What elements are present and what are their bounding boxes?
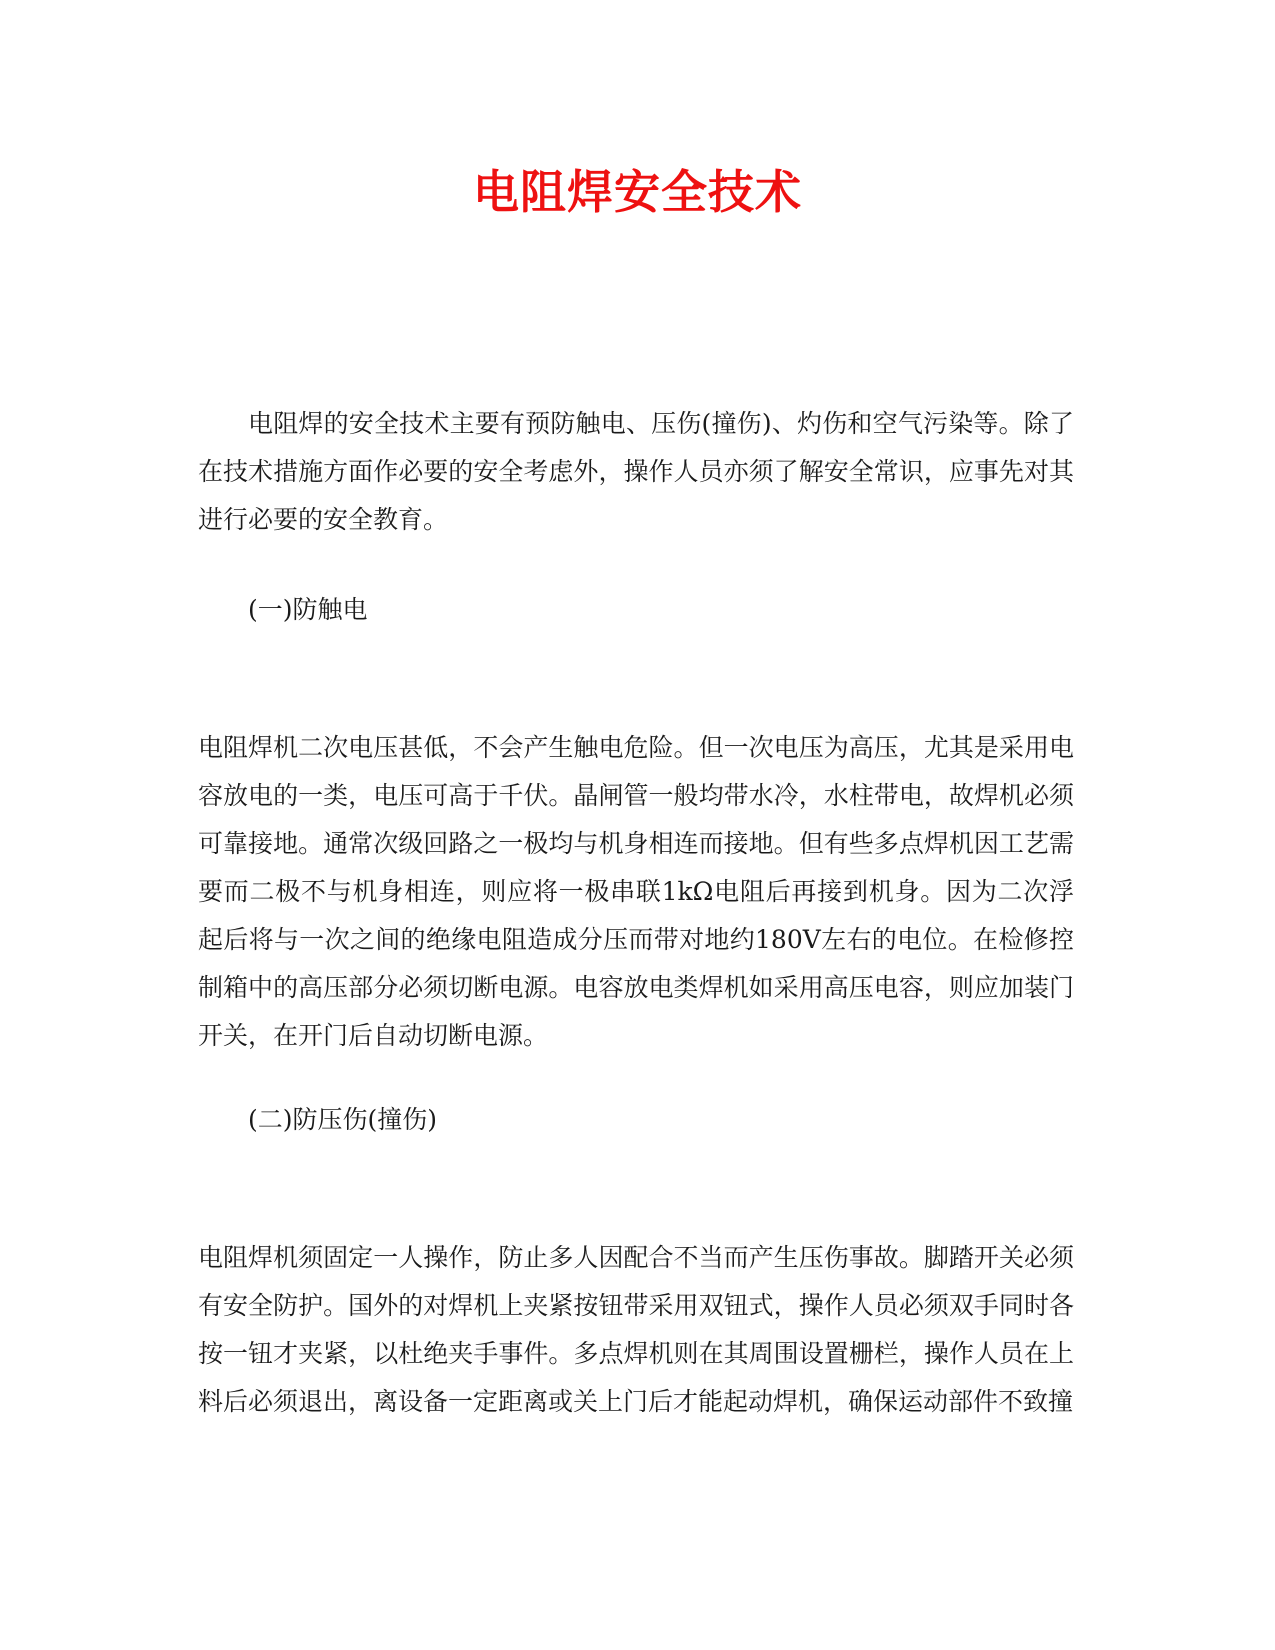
section-body-electric-shock: 电阻焊机二次电压甚低，不会产生触电危险。但一次电压为高压，尤其是采用电容放电的一类，电压可高于千伏。晶闸管一般均带水冷，水柱带电，故焊机必须可靠接地。通常次级回路之一极均与机身相连而接地。但有些多点焊机因工艺需要而二极不与机身相连，则应将一极串联1kΩ电阻后再接到机身。因为二次浮起后将与一次之间的绝缘电阻造成分压而带对地约180V左右的电位。在检修控制箱中的高压部分必须切断电源。电容放电类焊机如采用高压电容，则应加装门开关，在开门后自动切断电源。 (198, 733, 1074, 1050)
intro-paragraph: 电阻焊的安全技术主要有预防触电、压伤(撞伤)、灼伤和空气污染等。除了在技术措施方面作必要的安全考虑外，操作人员亦须了解安全常识，应事先对其进行必要的安全教育。 (198, 409, 1074, 534)
section-heading-electric-shock: (一)防触电 (248, 595, 368, 624)
section-body-crush-injury: 电阻焊机须固定一人操作，防止多人因配合不当而产生压伤事故。脚踏开关必须有安全防护。国外的对焊机上夹紧按钮带采用双钮式，操作人员必须双手同时各按一钮才夹紧，以杜绝夹手事件。多点焊机则在其周围设置栅栏，操作人员在上料后必须退出，离设备一定距离或关上门后才能起动焊机，确保运动部件不致撞 (198, 1243, 1074, 1416)
section-heading-crush-injury: (二)防压伤(撞伤) (248, 1105, 438, 1134)
document-title: 电阻焊安全技术 (473, 165, 802, 219)
